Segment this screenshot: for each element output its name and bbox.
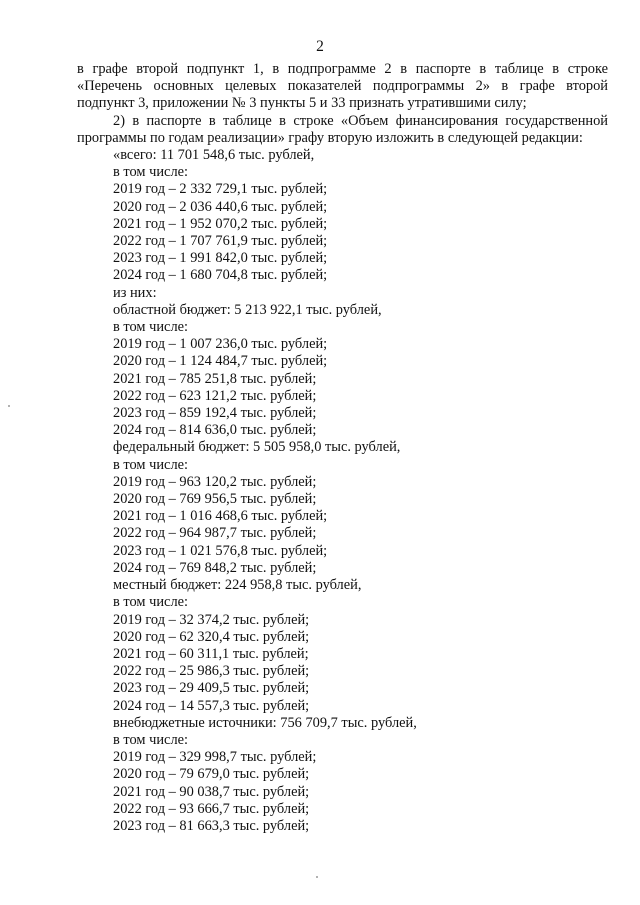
financing-line: 2022 год – 1 707 761,9 тыс. рублей;	[113, 233, 328, 250]
financing-line: в том числе:	[113, 731, 189, 748]
paragraph-amendment-2	[77, 113, 608, 147]
financing-line: местный бюджет: 224 958,8 тыс. рублей,	[113, 577, 362, 594]
financing-line: 2022 год – 623 121,2 тыс. рублей;	[113, 387, 317, 404]
financing-line: 2024 год – 814 636,0 тыс. рублей;	[113, 422, 317, 439]
financing-line: 2023 год – 29 409,5 тыс. рублей;	[113, 680, 310, 697]
scan-speck	[316, 876, 318, 878]
financing-line: внебюджетные источники: 756 709,7 тыс. рублей,	[113, 714, 417, 731]
financing-line: 2021 год – 1 016 468,6 тыс. рублей;	[113, 508, 328, 525]
financing-line: 2021 год – 785 251,8 тыс. рублей;	[113, 370, 317, 387]
financing-line: в том числе:	[113, 319, 189, 336]
paragraph-line: программы по годам реализации» графу вторую изложить в следующей редакции:	[77, 129, 583, 146]
paragraph-amendment-1	[77, 61, 608, 113]
financing-line: 2019 год – 1 007 236,0 тыс. рублей;	[113, 336, 328, 353]
financing-line: 2021 год – 90 038,7 тыс. рублей;	[113, 783, 310, 800]
financing-line: федеральный бюджет: 5 505 958,0 тыс. рублей,	[113, 439, 401, 456]
financing-line: 2024 год – 769 848,2 тыс. рублей;	[113, 559, 317, 576]
paragraph-line: «Перечень основных целевых показателей подпрограммы 2» в графе второй	[77, 78, 608, 95]
financing-line: 2021 год – 1 952 070,2 тыс. рублей;	[113, 215, 328, 232]
financing-line: в том числе:	[113, 456, 189, 473]
financing-line: в том числе:	[113, 594, 189, 611]
financing-line: из них:	[113, 284, 157, 301]
financing-line: в том числе:	[113, 164, 189, 181]
financing-line: 2020 год – 79 679,0 тыс. рублей;	[113, 766, 310, 783]
paragraph-line: в графе второй подпункт 1, в подпрограмме 2 в паспорте в таблице в строке	[77, 61, 608, 77]
financing-line: 2023 год – 859 192,4 тыс. рублей;	[113, 405, 317, 422]
financing-line: 2020 год – 1 124 484,7 тыс. рублей;	[113, 353, 328, 370]
financing-line: 2019 год – 32 374,2 тыс. рублей;	[113, 611, 310, 628]
financing-line: 2022 год – 93 666,7 тыс. рублей;	[113, 800, 310, 817]
financing-line: 2023 год – 81 663,3 тыс. рублей;	[113, 817, 310, 834]
financing-list	[77, 147, 608, 835]
financing-line: 2023 год – 1 991 842,0 тыс. рублей;	[113, 250, 328, 267]
financing-line: 2021 год – 60 311,1 тыс. рублей;	[113, 645, 309, 662]
financing-line: 2022 год – 964 987,7 тыс. рублей;	[113, 525, 317, 542]
scan-speck	[8, 405, 10, 407]
document-body	[77, 61, 608, 835]
financing-line: 2024 год – 1 680 704,8 тыс. рублей;	[113, 267, 328, 284]
financing-line: 2020 год – 769 956,5 тыс. рублей;	[113, 491, 317, 508]
financing-line: 2020 год – 62 320,4 тыс. рублей;	[113, 628, 310, 645]
financing-line: 2020 год – 2 036 440,6 тыс. рублей;	[113, 198, 328, 215]
financing-line: 2022 год – 25 986,3 тыс. рублей;	[113, 663, 310, 680]
financing-line: 2024 год – 14 557,3 тыс. рублей;	[113, 697, 310, 714]
financing-line: 2023 год – 1 021 576,8 тыс. рублей;	[113, 542, 328, 559]
financing-line: 2019 год – 329 998,7 тыс. рублей;	[113, 749, 317, 766]
page-number: 2	[316, 38, 324, 55]
paragraph-line: 2) в паспорте в таблице в строке «Объем финансирования государственной	[113, 112, 608, 129]
financing-line: 2019 год – 963 120,2 тыс. рублей;	[113, 473, 317, 490]
paragraph-line: подпункт 3, приложении № 3 пункты 5 и 33 признать утратившими силу;	[77, 95, 527, 112]
financing-line: 2019 год – 2 332 729,1 тыс. рублей;	[113, 181, 328, 198]
financing-line: областной бюджет: 5 213 922,1 тыс. рублей,	[113, 301, 382, 318]
financing-line: «всего: 11 701 548,6 тыс. рублей,	[113, 147, 315, 164]
